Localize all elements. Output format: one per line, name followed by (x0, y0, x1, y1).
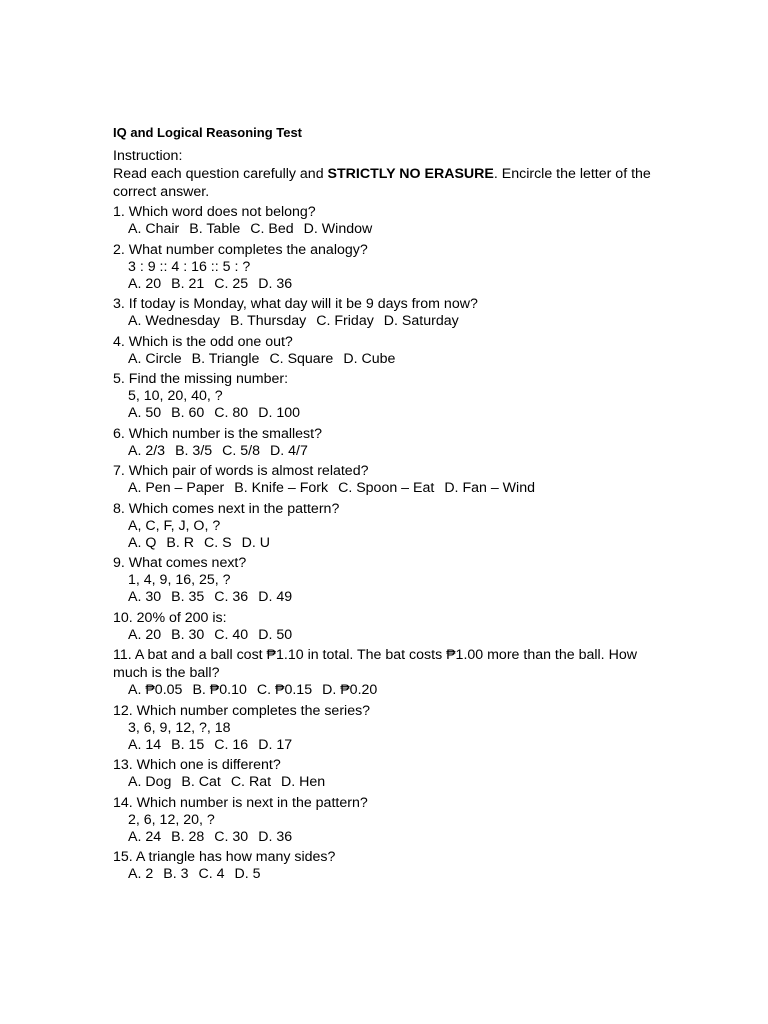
answer-choice[interactable]: D. 5 (234, 866, 261, 882)
answer-choice[interactable]: C. 40 (214, 626, 249, 643)
question-given: A, C, F, J, O, ? (128, 517, 221, 534)
answer-choice[interactable]: A. Chair (128, 221, 180, 237)
answer-choice[interactable]: D. Window (303, 221, 373, 237)
question-text: 3. If today is Monday, what day will it be 9 days from now? (113, 296, 478, 312)
answer-choices (128, 627, 673, 645)
answer-choices (128, 221, 673, 239)
answer-choices (128, 866, 673, 884)
answer-choice[interactable]: B. 28 (171, 828, 205, 845)
answer-choice[interactable]: D. 100 (258, 405, 301, 421)
answer-choice[interactable]: B. 3/5 (175, 442, 213, 459)
answer-choice[interactable]: D. 49 (258, 589, 293, 605)
answer-choice[interactable]: D. Saturday (383, 313, 459, 329)
answer-choice[interactable]: C. 25 (214, 275, 249, 292)
question-text: 15. A triangle has how many sides? (113, 849, 336, 865)
instruction-label: Instruction: (113, 148, 183, 164)
answer-choice[interactable]: D. 4/7 (270, 442, 308, 459)
question-given: 5, 10, 20, 40, ? (128, 388, 223, 404)
answer-choice[interactable]: B. 3 (163, 866, 189, 882)
answer-choices (128, 351, 673, 369)
answer-choice[interactable]: A. 20 (128, 275, 162, 292)
answer-choice[interactable]: B. R (166, 534, 194, 551)
answer-choices (128, 682, 673, 700)
answer-choice[interactable]: A. Dog (128, 774, 172, 790)
answer-choice[interactable]: A. 2/3 (128, 442, 166, 459)
question-text: 14. Which number is next in the pattern? (113, 794, 368, 811)
question-text: 6. Which number is the smallest? (113, 425, 322, 442)
answer-choice[interactable]: D. 36 (258, 828, 293, 845)
question-item (113, 500, 673, 553)
answer-choice[interactable]: C. 30 (214, 828, 249, 845)
answer-choice[interactable]: C. S (203, 534, 232, 551)
answer-choice[interactable]: A. 14 (128, 736, 162, 753)
answer-choice[interactable]: D. U (241, 534, 270, 551)
answer-choice[interactable]: A. Q (128, 534, 157, 551)
question-given: 3 : 9 :: 4 : 16 :: 5 : ? (128, 258, 251, 275)
answer-choices (128, 589, 673, 607)
question-item (113, 702, 673, 755)
answer-choice[interactable]: D. ₱0.20 (322, 682, 378, 698)
answer-choice[interactable]: B. 30 (171, 626, 205, 643)
answer-choice[interactable]: A. 20 (128, 626, 162, 643)
answer-choice[interactable]: D. Hen (281, 774, 326, 790)
answer-choices (128, 443, 673, 461)
question-item (113, 848, 673, 884)
answer-choices (128, 535, 673, 553)
answer-choice[interactable]: B. ₱0.10 (192, 682, 247, 698)
question-text: 12. Which number completes the series? (113, 702, 371, 719)
question-item (113, 794, 673, 847)
question-item (113, 462, 673, 498)
answer-choice[interactable]: D. 50 (258, 626, 293, 643)
answer-choice[interactable]: C. 80 (214, 405, 249, 421)
answer-choice[interactable]: D. Fan – Wind (444, 480, 535, 496)
answer-choice[interactable]: B. Triangle (191, 350, 260, 367)
question-text: 11. A bat and a ball cost ₱1.10 in total. The bat costs ₱1.00 more than the ball. How much is the ball? (113, 647, 637, 681)
question-item (113, 241, 673, 294)
answer-choices (128, 480, 673, 498)
instruction-emphasis: STRICTLY NO ERASURE (327, 166, 494, 182)
answer-choice[interactable]: C. 5/8 (222, 442, 261, 459)
answer-choice[interactable]: C. 4 (198, 866, 225, 882)
question-item (113, 333, 673, 369)
question-given: 3, 6, 9, 12, ?, 18 (128, 719, 231, 736)
answer-choices (128, 737, 673, 755)
answer-choice[interactable]: C. Spoon – Eat (338, 480, 435, 496)
instruction-text-before: Read each question carefully and (113, 166, 328, 182)
answer-choices (128, 276, 673, 294)
answer-choices (128, 405, 673, 423)
answer-choice[interactable]: A. 30 (128, 589, 162, 605)
answer-choice[interactable]: C. 16 (214, 736, 249, 753)
question-item (113, 425, 673, 461)
answer-choice[interactable]: A. Pen – Paper (128, 480, 225, 496)
answer-choice[interactable]: A. Wednesday (128, 313, 221, 329)
answer-choice[interactable]: C. Bed (250, 221, 294, 237)
answer-choice[interactable]: C. Square (269, 350, 334, 367)
answer-choice[interactable]: B. Table (189, 221, 241, 237)
instruction-text-after: . Encircle the letter of the correct answer. (113, 166, 651, 200)
question-text: 9. What comes next? (113, 555, 247, 571)
answer-choice[interactable]: D. 17 (258, 736, 293, 753)
answer-choice[interactable]: C. 36 (214, 589, 249, 605)
answer-choice[interactable]: C. Friday (316, 313, 374, 329)
question-item (113, 646, 673, 700)
document-title: IQ and Logical Reasoning Test (113, 125, 303, 140)
answer-choice[interactable]: A. ₱0.05 (128, 682, 183, 698)
question-item (113, 609, 673, 645)
answer-choice[interactable]: A. Circle (128, 350, 182, 367)
question-text: 7. Which pair of words is almost related? (113, 463, 369, 479)
question-given: 1, 4, 9, 16, 25, ? (128, 572, 231, 588)
question-item (113, 203, 673, 239)
answer-choice[interactable]: B. 15 (171, 736, 205, 753)
question-text: 13. Which one is different? (113, 757, 281, 773)
question-item (113, 554, 673, 607)
answer-choice[interactable]: B. 35 (171, 589, 205, 605)
answer-choice[interactable]: A. 2 (128, 866, 154, 882)
question-text: 10. 20% of 200 is: (113, 609, 227, 626)
answer-choice[interactable]: D. Cube (343, 350, 396, 367)
question-text: 8. Which comes next in the pattern? (113, 500, 340, 517)
document-page (113, 124, 673, 884)
question-given: 2, 6, 12, 20, ? (128, 811, 215, 828)
answer-choice[interactable]: B. 21 (171, 275, 205, 292)
question-item (113, 370, 673, 423)
answer-choices (128, 774, 673, 792)
answer-choice[interactable]: B. Thursday (230, 313, 307, 329)
answer-choice[interactable]: A. 24 (128, 828, 162, 845)
question-text: 5. Find the missing number: (113, 371, 289, 387)
answer-choice[interactable]: C. ₱0.15 (256, 682, 313, 698)
answer-choice[interactable]: B. 60 (171, 405, 205, 421)
question-item (113, 756, 673, 792)
question-item (113, 295, 673, 331)
answer-choices (128, 313, 673, 331)
answer-choice[interactable]: B. Cat (181, 774, 221, 790)
question-text: 2. What number completes the analogy? (113, 241, 368, 258)
question-list (113, 203, 673, 884)
answer-choice[interactable]: A. 50 (128, 405, 162, 421)
question-text: 4. Which is the odd one out? (113, 333, 293, 350)
answer-choices (128, 829, 673, 847)
answer-choice[interactable]: D. 36 (258, 275, 293, 292)
answer-choice[interactable]: B. Knife – Fork (234, 480, 329, 496)
question-text: 1. Which word does not belong? (113, 204, 316, 220)
answer-choice[interactable]: C. Rat (230, 774, 272, 790)
instruction-text (113, 165, 673, 201)
